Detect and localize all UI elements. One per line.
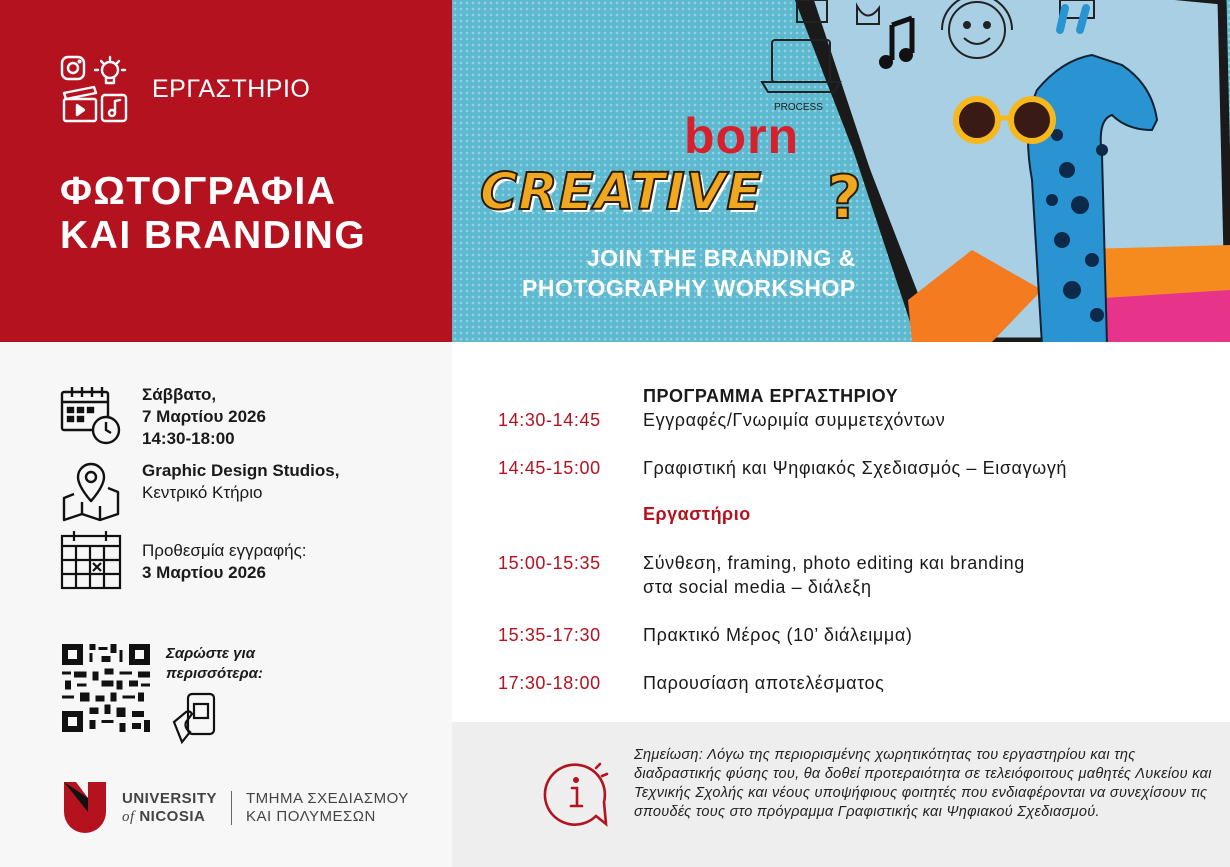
- program-desc: Πρακτικό Μέρος (10’ διάλειμμα): [643, 625, 913, 645]
- title-line-2: ΚΑΙ BRANDING: [60, 214, 367, 257]
- qr-block: [62, 644, 263, 749]
- note-text: Σημείωση: Λόγω της περιορισμένης χωρητικότητας του εργαστηρίου και της διαδραστικής φύσης του, θα δοθεί προτεραιότητα σε τελειόφοιτους μαθητές Λυκείου και Τεχνικής Σχολής και νέους υποψήφιους φοιτητές που ενδιαφέρονται να συνεχίσουν τις σπουδές τους στο πρόγραμμα Γραφιστικής και Ψηφιακού Σχεδιασμού.: [634, 747, 1212, 820]
- program-section-label: Εργαστήριο: [643, 504, 751, 524]
- program-time: 15:00-15:35: [498, 553, 601, 573]
- university-of: of: [122, 809, 135, 825]
- qr-code[interactable]: [62, 644, 150, 732]
- university-shield-icon: [62, 782, 108, 834]
- program-row: [498, 623, 1203, 647]
- info-column: [0, 342, 452, 867]
- date-day: 7 Μαρτίου 2026: [142, 407, 266, 426]
- program-row: [498, 456, 1203, 480]
- date-item: [60, 384, 266, 450]
- scan-line-1: Σαρώστε για: [166, 645, 255, 662]
- join-line-2: PHOTOGRAPHY WORKSHOP: [522, 275, 856, 301]
- title-line-1: ΦΩΤΟΓΡΑΦΙΑ: [60, 170, 337, 213]
- program-desc: Εγγραφές/Γνωριμία συμμετεχόντων: [643, 410, 946, 430]
- program-time: 14:30-14:45: [498, 410, 601, 430]
- program-row: [498, 408, 1203, 432]
- program-row: [498, 671, 1203, 695]
- join-line-1: JOIN THE BRANDING &: [586, 245, 856, 271]
- program-desc: Γραφιστική και Ψηφιακός Σχεδιασμός – Εισαγωγή: [643, 458, 1068, 478]
- born-text: born: [684, 108, 800, 164]
- scan-line-2: περισσότερα:: [166, 665, 263, 682]
- university-name-line2: NICOSIA: [139, 808, 206, 825]
- question-mark: ?: [827, 163, 862, 233]
- program-desc: Παρουσίαση αποτελέσματος: [643, 673, 885, 693]
- program-section: [452, 342, 1230, 722]
- venue-name: Graphic Design Studios,: [142, 461, 340, 480]
- date-weekday: Σάββατο,: [142, 385, 217, 404]
- department-line1: ΤΜΗΜΑ ΣΧΕΔΙΑΣΜΟΥ: [246, 790, 409, 807]
- program-time: 14:45-15:00: [498, 458, 601, 478]
- join-tagline: [522, 243, 856, 303]
- program-time: 17:30-18:00: [498, 673, 601, 693]
- venue-item: [60, 460, 339, 522]
- program-title: ΠΡΟΓΡΑΜΜΑ ΕΡΓΑΣΤΗΡΙΟΥ: [643, 386, 899, 406]
- process-label: PROCESS: [774, 102, 823, 113]
- workshop-row: [60, 55, 310, 123]
- info-icon: [542, 758, 614, 830]
- date-time: 14:30-18:00: [142, 429, 235, 448]
- venue-building: Κεντρικό Κτήριο: [142, 483, 263, 502]
- deadline-item: [60, 530, 307, 592]
- program-time: 15:35-17:30: [498, 625, 601, 645]
- department-line2: ΚΑΙ ΠΟΛΥΜΕΣΩΝ: [246, 808, 376, 825]
- map-pin-icon: [60, 460, 122, 522]
- media-icons: [60, 55, 130, 123]
- creative-text: CREATIVE: [480, 163, 763, 222]
- program-desc-line2: στα social media – διάλεξη: [643, 577, 872, 597]
- note-box: [452, 722, 1230, 867]
- university-name-line1: UNIVERSITY: [122, 790, 218, 807]
- header-panel: [0, 0, 452, 342]
- program-row: [498, 551, 1203, 599]
- hero-image: [452, 0, 1230, 342]
- calendar-clock-icon: [60, 384, 122, 446]
- university-logo: [62, 782, 409, 834]
- page-title: [60, 170, 366, 258]
- phone-scan-icon: [168, 690, 222, 744]
- program-desc: Σύνθεση, framing, photo editing και branding: [643, 553, 1025, 573]
- divider: [231, 791, 232, 825]
- deadline-date: 3 Μαρτίου 2026: [142, 563, 266, 582]
- workshop-label: ΕΡΓΑΣΤΗΡΙΟ: [152, 74, 311, 103]
- calendar-deadline-icon: [60, 530, 122, 592]
- deadline-label: Προθεσμία εγγραφής:: [142, 541, 307, 560]
